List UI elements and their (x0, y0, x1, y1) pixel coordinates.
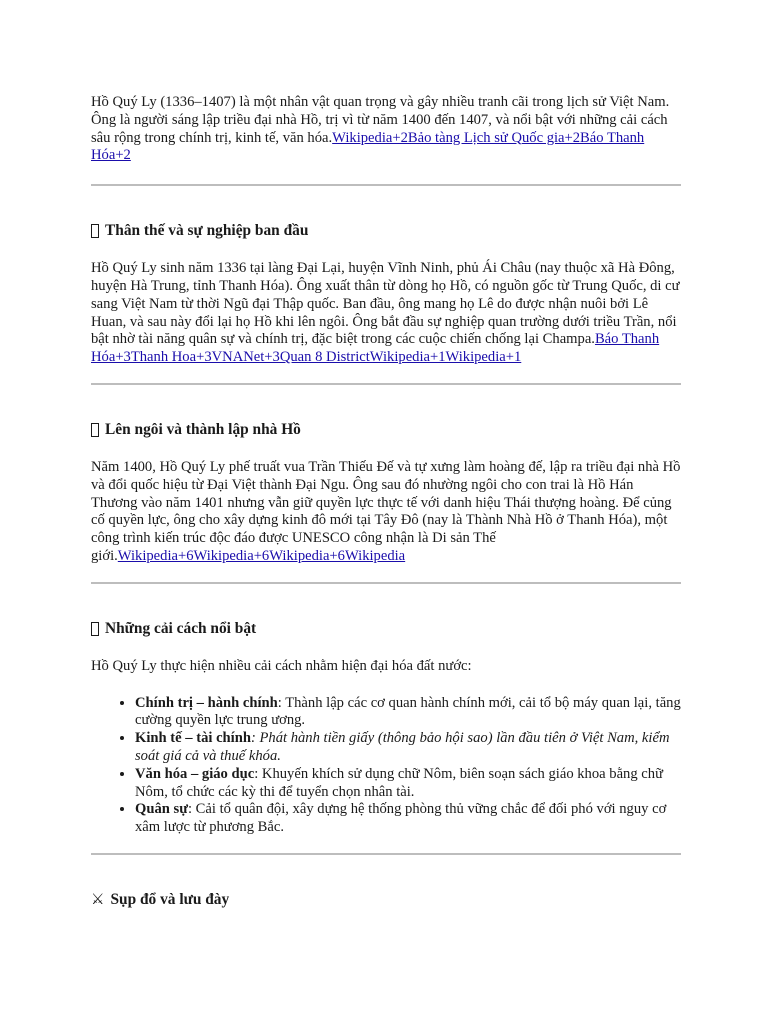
section-text: Năm 1400, Hồ Quý Ly phế truất vua Trần Thiếu Đế và tự xưng làm hoàng đế, lập ra triều đại nhà Hồ và đổi quốc hiệu từ Đại Việt thành Đại Ngu. Ông sau đó nhường ngôi cho con trai là Hồ Hán Thương vào năm 1401 nhưng vẫn giữ quyền lực thực tế với danh hiệu Thái thượng hoàng. Để củng cố quyền lực, ông cho xây dựng kinh đô mới tại Tây Đô (nay là Thành Nhà Hồ ở Thanh Hóa), một công trình kiến trúc độc đáo được UNESCO công nhận là Di sản Thế giới. (91, 458, 681, 564)
section-title: Thân thế và sự nghiệp ban đầu (105, 222, 309, 240)
list-item-desc: : Thành lập các cơ quan hành chính mới, cải tổ bộ máy quan lại, tăng cường quyền lực trung ương. (135, 694, 681, 729)
list-item (135, 695, 681, 731)
list-item-term: Văn hóa – giáo dục (135, 765, 255, 782)
divider (91, 582, 681, 584)
list-item (135, 730, 681, 766)
section-heading-early-life (91, 221, 681, 241)
intro-text: Hồ Quý Ly (1336–1407) là một nhân vật quan trọng và gây nhiều tranh cãi trong lịch sử Việt Nam. Ông là người sáng lập triều đại nhà Hồ, trị vì từ năm 1400 đến 1407, và nổi bật với những cải cách sâu rộng trong chính trị, kinh tế, văn hóa. (91, 94, 670, 146)
section-paragraph (91, 260, 681, 367)
list-item-desc: : Khuyến khích sử dụng chữ Nôm, biên soạn sách giáo khoa bằng chữ Nôm, tổ chức các kỳ thi để tuyển chọn nhân tài. (135, 765, 663, 800)
section-heading-downfall (91, 890, 681, 910)
list-item-desc: : Cải tổ quân đội, xây dựng hệ thống phòng thủ vững chắc để đối phó với nguy cơ xâm lược từ phương Bắc. (135, 801, 667, 836)
section-paragraph (91, 459, 681, 566)
list-item (135, 766, 681, 802)
section-title: Lên ngôi và thành lập nhà Hồ (105, 420, 301, 438)
box-icon (91, 224, 99, 238)
list-item-term: Quân sự (135, 801, 188, 818)
list-item-desc: : Phát hành tiền giấy (thông bảo hội sao) lần đầu tiên ở Việt Nam, kiểm soát giá cả và thuế khóa. (135, 730, 670, 764)
divider (91, 184, 681, 186)
divider (91, 383, 681, 385)
section-title: Những cải cách nổi bật (105, 619, 257, 637)
section-paragraph: Hồ Quý Ly thực hiện nhiều cải cách nhằm hiện đại hóa đất nước: (91, 657, 472, 674)
intro-source-links[interactable]: Wikipedia+2Bảo tàng Lịch sử Quốc gia+2Báo Thanh Hóa+2 (91, 129, 645, 164)
box-icon (91, 423, 99, 437)
reform-list (91, 695, 681, 837)
box-icon (91, 622, 99, 636)
section-source-links[interactable]: Báo Thanh Hóa+3Thanh Hoa+3VNANet+3Quan 8 DistrictWikipedia+1Wikipedia+1 (91, 331, 660, 366)
section-text: Hồ Quý Ly sinh năm 1336 tại làng Đại Lại, huyện Vĩnh Ninh, phủ Ái Châu (nay thuộc xã Hà Đông, huyện Hà Trung, tỉnh Thanh Hóa). Ông xuất thân từ dòng họ Hồ, có nguồn gốc từ Trung Quốc, di cư sang Việt Nam từ thời Ngũ đại Thập quốc. Ban đầu, ông mang họ Lê do được nhận nuôi bởi Lê Huan, và sau này đổi lại họ Hồ khi lên ngôi. Ông bắt đầu sự nghiệp quan trường dưới triều Trần, nổi bật nhờ tài năng quân sự và chính trị, đặc biệt trong các cuộc chiến chống lại Champa. (91, 260, 680, 348)
section-heading-reforms (91, 619, 681, 639)
crossed-swords-icon: ⚔ (91, 891, 105, 908)
divider (91, 853, 681, 855)
list-item (135, 801, 681, 837)
section-title: Sụp đổ và lưu đày (110, 890, 230, 908)
section-source-links[interactable]: Wikipedia+6Wikipedia+6Wikipedia+6Wikipedia (117, 547, 406, 564)
list-item-term: Chính trị – hành chính (135, 694, 278, 711)
section-heading-ascension (91, 420, 681, 440)
intro-paragraph (91, 94, 681, 165)
list-item-term: Kinh tế – tài chính (135, 730, 251, 747)
document-page (91, 94, 681, 910)
